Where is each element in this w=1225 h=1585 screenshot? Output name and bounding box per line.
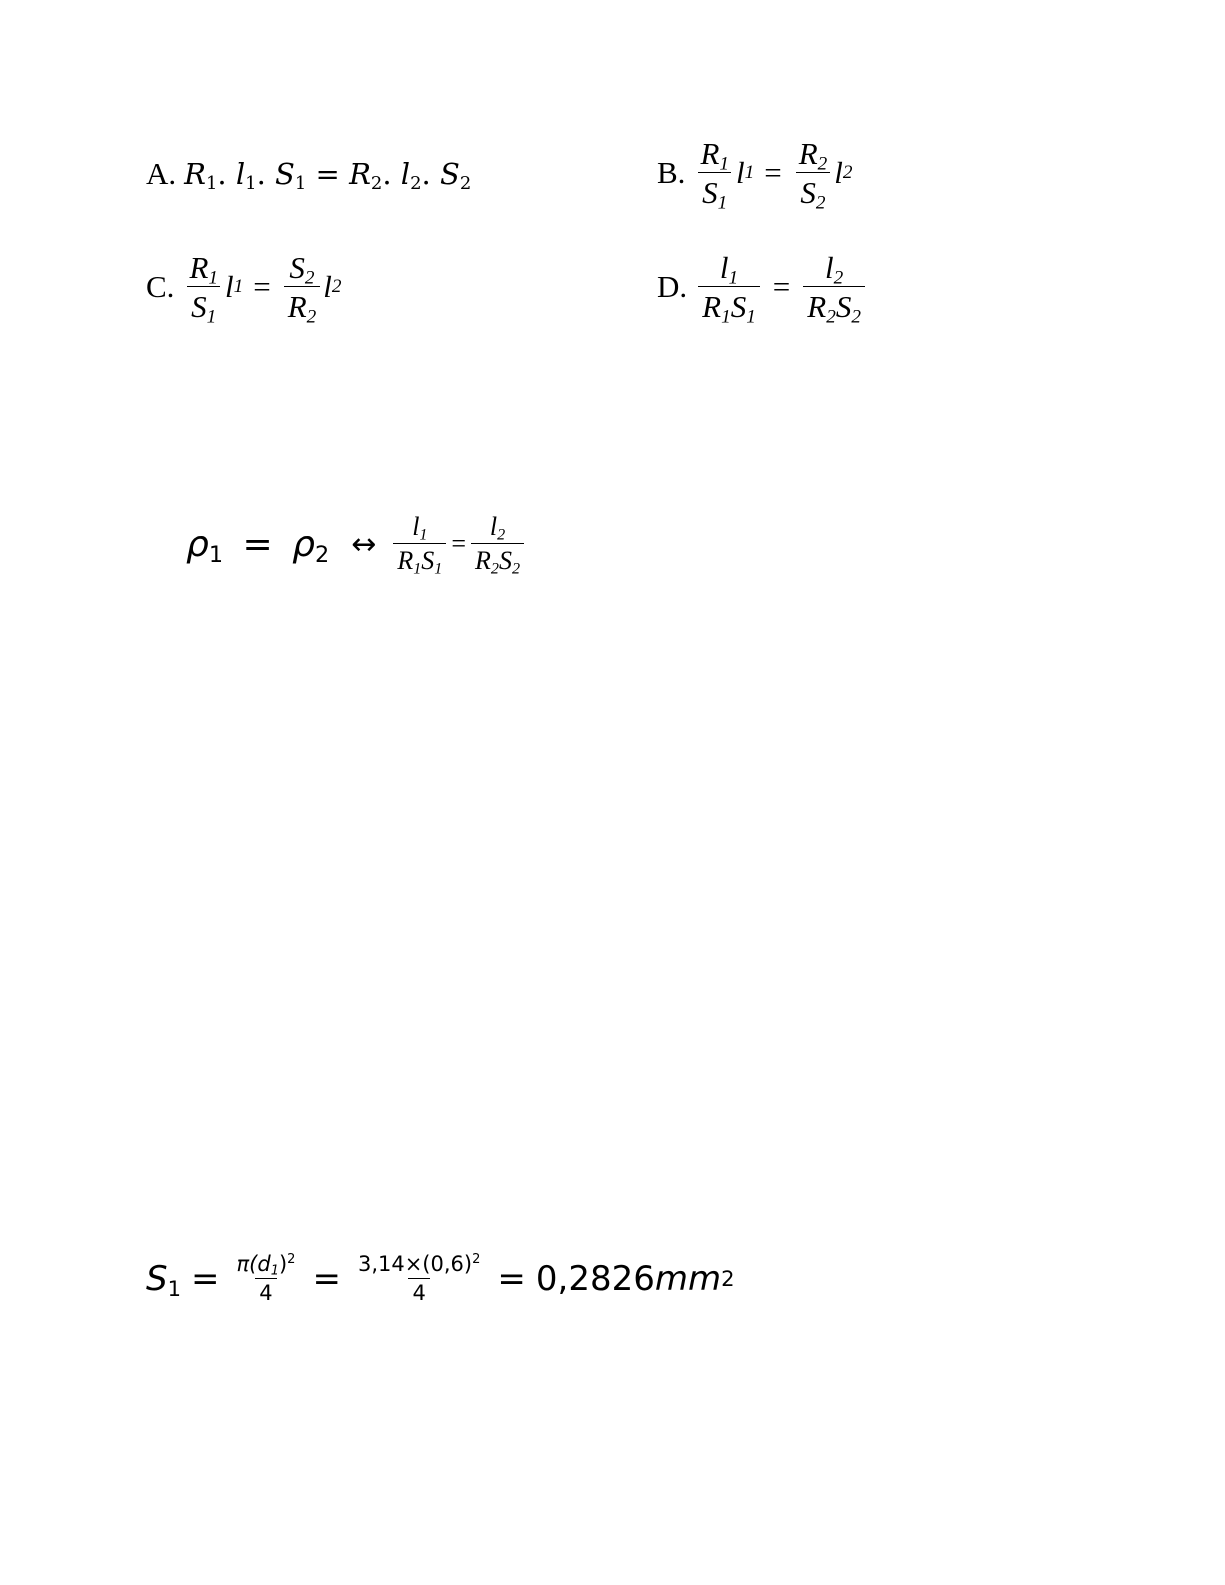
area-unit: mm	[654, 1259, 722, 1299]
resistivity-equation	[186, 512, 527, 578]
option-c-formula: $\frac{R_1}{S_1}$ l 1 = $\frac{S_2}{R_2}$ l 2	[182, 252, 341, 322]
option-d-formula: $\frac{l_1}{R_1S_1}$ = $\frac{l_2}{R_2S_2}$	[695, 252, 868, 322]
option-b[interactable]	[657, 136, 853, 214]
area-value-fraction: $\frac{3,14\times(0,6)^2}{4}$	[357, 1252, 481, 1305]
option-a[interactable]	[146, 156, 472, 195]
option-a-formula: $R_1$. $l_1$. $S_1 = R_2$. $l_2$. $S_2$	[184, 157, 472, 195]
ratio-equals: =	[451, 529, 467, 558]
ratio-equation: $\frac{l_1}{R_1S_1}$ = $\frac{l_2}{R_2S_2}$	[390, 514, 527, 574]
option-d[interactable]	[657, 250, 868, 328]
option-b-formula: $\frac{R_1}{S_1}$ l 1 = $\frac{R_2}{S_2}$ l 2	[693, 138, 852, 208]
area-formula-fraction: $\frac{\pi(d_1)^2}{4}$	[236, 1252, 296, 1305]
area-equation: $S_1$ = $\frac{\pi(d_1)^2}{4}$ = $\frac{3,14\times(0,6)^2}{4}$ = 0,2826 mm 2	[146, 1252, 735, 1305]
option-c-label: C.	[146, 269, 175, 304]
equivalence-arrow: ↔	[351, 526, 377, 562]
option-d-label: D.	[657, 269, 688, 304]
option-c[interactable]	[146, 250, 342, 328]
option-b-label: B.	[657, 155, 686, 190]
rho-equality: $\rho_1 = \rho_2$	[186, 523, 330, 568]
area-result: 0,2826	[535, 1259, 655, 1299]
option-a-label: A.	[146, 156, 177, 191]
area-symbol: $S_1$	[146, 1259, 182, 1301]
